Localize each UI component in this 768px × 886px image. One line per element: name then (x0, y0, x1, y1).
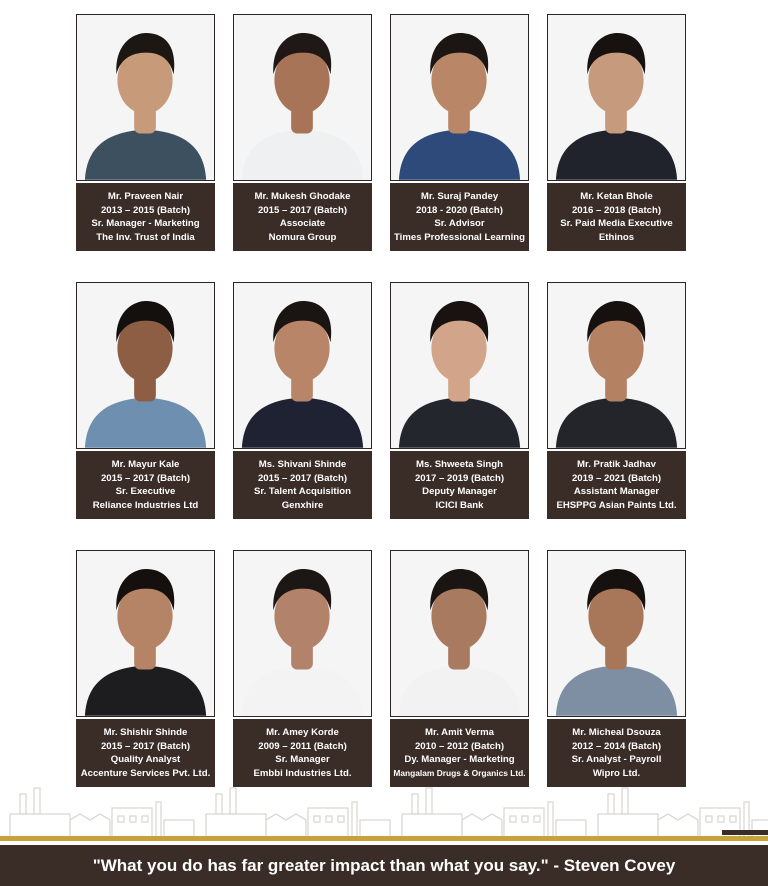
alumni-photo (76, 282, 215, 449)
alumni-batch: 2015 – 2017 (Batch) (257, 472, 348, 484)
alumni-batch: 2015 – 2017 (Batch) (100, 472, 191, 484)
alumni-caption (547, 451, 686, 519)
portrait-silhouette (548, 551, 685, 716)
alumni-name: Mr. Praveen Nair (107, 191, 184, 202)
alumni-batch: 2017 – 2019 (Batch) (414, 472, 505, 484)
alumni-company: Genxhire (281, 499, 324, 511)
portrait-silhouette (391, 283, 528, 448)
alumni-name: Mr. Mayur Kale (111, 459, 180, 470)
alumni-name: Ms. Shivani Shinde (258, 459, 347, 470)
alumni-batch: 2015 – 2017 (Batch) (100, 740, 191, 752)
alumni-caption (76, 183, 215, 251)
alumni-company: Nomura Group (268, 231, 337, 243)
alumni-photo (390, 550, 529, 717)
alumni-name: Mr. Mukesh Ghodake (254, 191, 351, 202)
portrait-silhouette (77, 283, 214, 448)
alumni-card (233, 282, 372, 519)
alumni-card (390, 550, 529, 787)
alumni-photo (547, 282, 686, 449)
portrait-silhouette (234, 15, 371, 180)
alumni-company: Times Professional Learning (394, 231, 525, 243)
alumni-company: The Inv. Trust of India (96, 231, 195, 243)
portrait-silhouette (234, 551, 371, 716)
alumni-card (233, 550, 372, 787)
alumni-caption (233, 719, 372, 787)
alumni-batch: 2019 – 2021 (Batch) (571, 472, 662, 484)
alumni-photo (390, 282, 529, 449)
alumni-role: Sr. Manager - Marketing (91, 218, 200, 229)
portrait-silhouette (548, 283, 685, 448)
alumni-caption (76, 451, 215, 519)
alumni-photo (547, 550, 686, 717)
alumni-batch: 2015 – 2017 (Batch) (257, 204, 348, 216)
alumni-name: Mr. Pratik Jadhav (577, 459, 656, 470)
alumni-batch: 2010 – 2012 (Batch) (414, 740, 505, 752)
alumni-name: Mr. Amey Korde (266, 727, 339, 738)
alumni-role: Associate (279, 218, 326, 229)
alumni-card (547, 550, 686, 787)
portrait-silhouette (234, 283, 371, 448)
alumni-card (547, 282, 686, 519)
portrait-silhouette (391, 551, 528, 716)
alumni-role: Quality Analyst (110, 754, 181, 765)
alumni-batch: 2018 - 2020 (Batch) (416, 204, 503, 216)
alumni-photo (76, 14, 215, 181)
alumni-role: Assistant Manager (573, 486, 660, 497)
alumni-photo (547, 14, 686, 181)
alumni-card (76, 14, 215, 251)
alumni-role: Sr. Analyst - Payroll (571, 754, 662, 765)
alumni-caption (547, 183, 686, 251)
alumni-photo (233, 550, 372, 717)
alumni-company: ICICI Bank (435, 499, 484, 511)
alumni-caption (390, 183, 529, 251)
alumni-name: Mr. Micheal Dsouza (572, 727, 661, 738)
alumni-caption (390, 451, 529, 519)
alumni-company: Embbi Industries Ltd. (253, 767, 352, 779)
alumni-card (233, 14, 372, 251)
alumni-card (390, 14, 529, 251)
alumni-card (390, 282, 529, 519)
alumni-photo (76, 550, 215, 717)
alumni-role: Sr. Manager (275, 754, 330, 765)
alumni-caption (390, 719, 529, 787)
alumni-grid (76, 14, 686, 787)
alumni-card (76, 550, 215, 787)
alumni-company: Ethinos (598, 231, 635, 243)
alumni-name: Mr. Ketan Bhole (580, 191, 653, 202)
alumni-batch: 2012 – 2014 (Batch) (571, 740, 662, 752)
alumni-name: Mr. Amit Verma (425, 727, 494, 738)
divider-accent (722, 830, 768, 835)
alumni-role: Dy. Manager - Marketing (404, 754, 515, 765)
alumni-photo (233, 282, 372, 449)
alumni-name: Mr. Shishir Shinde (103, 727, 188, 738)
alumni-photo (390, 14, 529, 181)
alumni-photo (233, 14, 372, 181)
alumni-name: Ms. Shweeta Singh (416, 459, 503, 470)
factory-skyline-decoration (0, 784, 768, 840)
portrait-silhouette (391, 15, 528, 180)
alumni-caption (233, 183, 372, 251)
alumni-company: Wipro Ltd. (592, 767, 641, 779)
alumni-name: Mr. Suraj Pandey (420, 191, 499, 202)
alumni-company: Reliance Industries Ltd (92, 499, 199, 511)
alumni-batch: 2013 – 2015 (Batch) (100, 204, 191, 216)
alumni-card (76, 282, 215, 519)
alumni-role: Deputy Manager (422, 486, 497, 497)
alumni-caption (547, 719, 686, 787)
quote-bar (0, 845, 768, 886)
alumni-company: EHSPPG Asian Paints Ltd. (556, 499, 677, 511)
portrait-silhouette (548, 15, 685, 180)
portrait-silhouette (77, 15, 214, 180)
alumni-role: Sr. Executive (115, 486, 176, 497)
alumni-batch: 2016 – 2018 (Batch) (571, 204, 662, 216)
alumni-caption (76, 719, 215, 787)
alumni-company: Accenture Services Pvt. Ltd. (80, 767, 211, 779)
portrait-silhouette (77, 551, 214, 716)
alumni-role: Sr. Paid Media Executive (560, 218, 673, 229)
alumni-company: Mangalam Drugs & Organics Ltd. (393, 767, 526, 778)
alumni-batch: 2009 – 2011 (Batch) (258, 740, 347, 752)
footer-quote: "What you do has far greater impact than what you say." - Steven Covey (92, 855, 676, 875)
gold-divider (0, 836, 768, 841)
alumni-role: Sr. Talent Acquisition (253, 486, 351, 497)
alumni-card (547, 14, 686, 251)
alumni-role: Sr. Advisor (434, 218, 485, 229)
alumni-caption (233, 451, 372, 519)
